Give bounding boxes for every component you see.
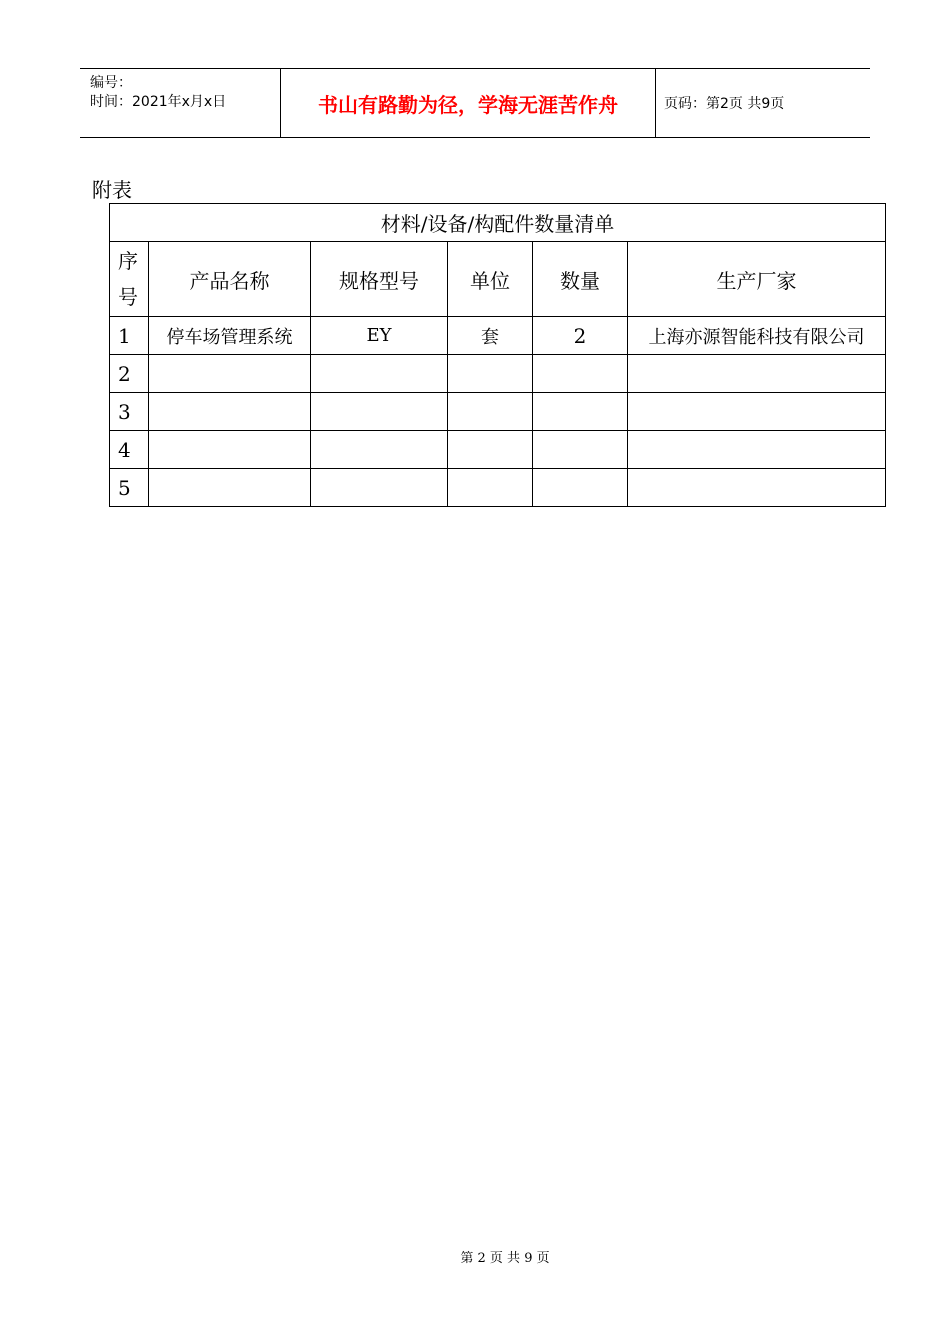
cell-seq: 4 bbox=[110, 431, 149, 469]
table-title: 材料/设备/构配件数量清单 bbox=[110, 204, 886, 242]
cell-manufacturer: 上海亦源智能科技有限公司 bbox=[628, 317, 886, 355]
table-row bbox=[110, 469, 886, 507]
cell-quantity bbox=[533, 393, 628, 431]
header-unit: 单位 bbox=[448, 242, 533, 317]
cell-product-name: 停车场管理系统 bbox=[149, 317, 311, 355]
table-row bbox=[110, 431, 886, 469]
header-seq bbox=[110, 242, 149, 317]
cell-seq: 1 bbox=[110, 317, 149, 355]
cell-manufacturer bbox=[628, 355, 886, 393]
header-page-info: 页码：第2页 共9页 bbox=[664, 96, 785, 112]
header-manufacturer: 生产厂家 bbox=[628, 242, 886, 317]
cell-seq: 2 bbox=[110, 355, 149, 393]
page-footer: 第 2 页 共 9 页 bbox=[460, 1251, 550, 1266]
cell-product-name bbox=[149, 393, 311, 431]
cell-manufacturer bbox=[628, 431, 886, 469]
cell-quantity bbox=[533, 355, 628, 393]
cell-unit bbox=[448, 393, 533, 431]
cell-spec-model bbox=[311, 431, 448, 469]
table-header-row bbox=[110, 242, 886, 317]
cell-seq: 5 bbox=[110, 469, 149, 507]
cell-quantity bbox=[533, 431, 628, 469]
cell-spec-model bbox=[311, 355, 448, 393]
cell-unit bbox=[448, 469, 533, 507]
cell-spec-model: EY bbox=[311, 317, 448, 355]
header-motto: 书山有路勤为径，学海无涯苦作舟 bbox=[280, 69, 656, 137]
document-number-label: 编号： bbox=[90, 75, 132, 91]
cell-unit: 套 bbox=[448, 317, 533, 355]
table-row bbox=[110, 393, 886, 431]
cell-product-name bbox=[149, 431, 311, 469]
page-header bbox=[80, 68, 870, 138]
cell-quantity: 2 bbox=[533, 317, 628, 355]
table-row bbox=[110, 355, 886, 393]
material-list-table bbox=[109, 203, 886, 507]
cell-seq: 3 bbox=[110, 393, 149, 431]
table-title-row bbox=[110, 204, 886, 242]
cell-unit bbox=[448, 355, 533, 393]
header-product-name: 产品名称 bbox=[149, 242, 311, 317]
header-quantity: 数量 bbox=[533, 242, 628, 317]
cell-quantity bbox=[533, 469, 628, 507]
table-row bbox=[110, 317, 886, 355]
cell-product-name bbox=[149, 469, 311, 507]
header-seq-line2: 号 bbox=[118, 285, 138, 309]
cell-spec-model bbox=[311, 469, 448, 507]
cell-unit bbox=[448, 431, 533, 469]
header-spec-model: 规格型号 bbox=[311, 242, 448, 317]
cell-spec-model bbox=[311, 393, 448, 431]
header-seq-line1: 序 bbox=[118, 249, 138, 273]
header-left-cell bbox=[80, 69, 280, 137]
cell-product-name bbox=[149, 355, 311, 393]
cell-manufacturer bbox=[628, 393, 886, 431]
header-page-info-cell bbox=[656, 69, 870, 137]
attachment-label: 附表 bbox=[92, 178, 132, 202]
document-time-label: 时间：2021年x月x日 bbox=[90, 94, 227, 110]
cell-manufacturer bbox=[628, 469, 886, 507]
